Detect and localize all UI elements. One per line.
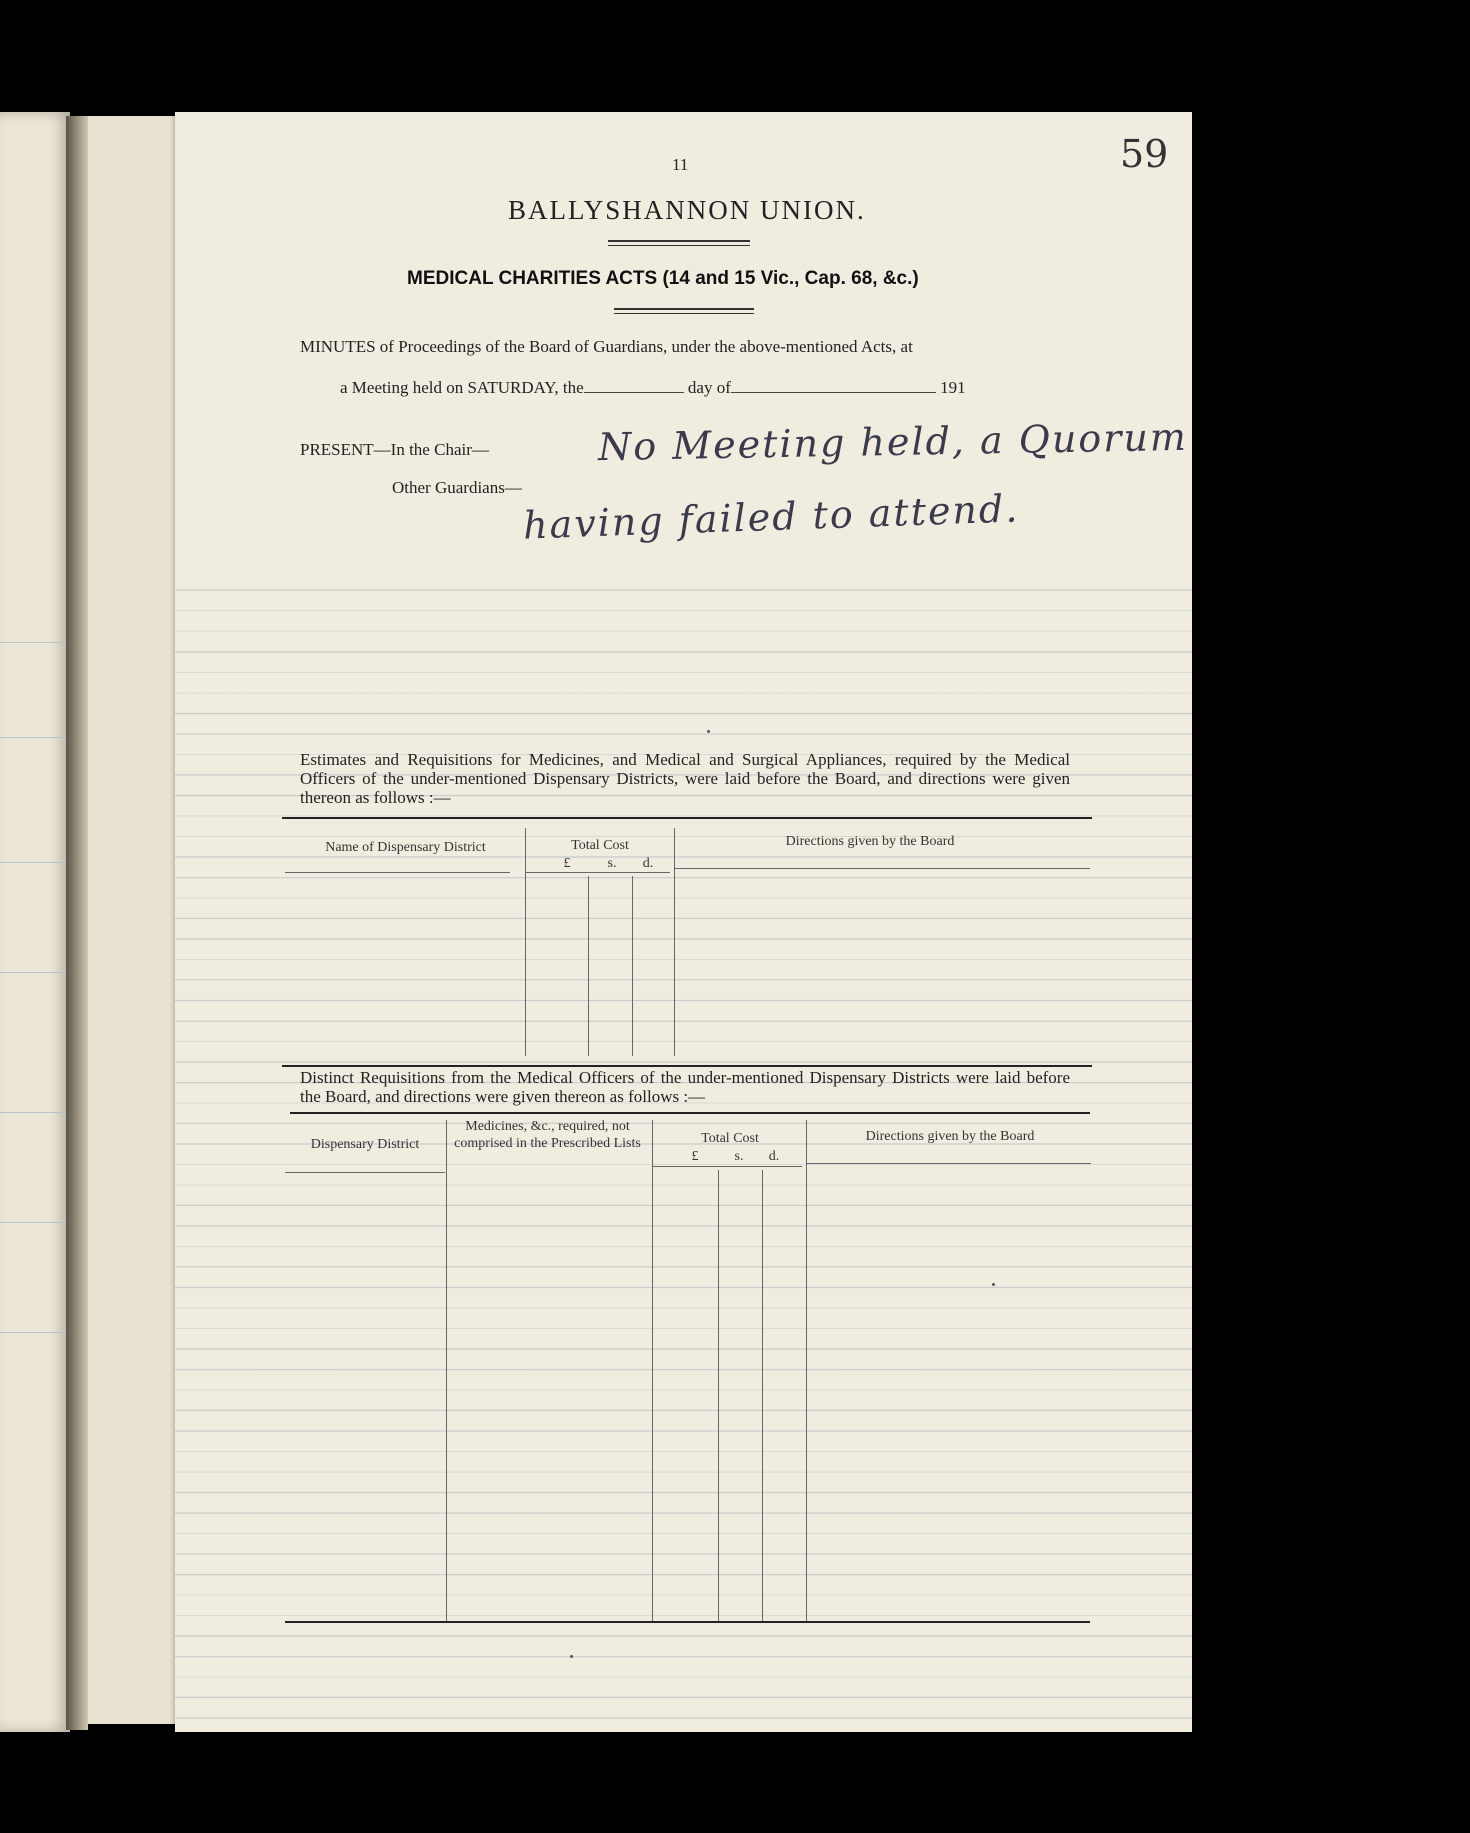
day-blank (584, 392, 684, 393)
union-title: BALLYSHANNON UNION. (508, 195, 866, 225)
acts-subtitle: MEDICAL CHARITIES ACTS (14 and 15 Vic., Cap. 68, &c.) (407, 268, 919, 289)
minutes-heading: MINUTES of Proceedings of the Board of Guardians, under the above-mentioned Acts, at (300, 337, 913, 356)
day-of-label: day of (687, 378, 731, 397)
meeting-prefix: a Meeting held on SATURDAY, the (340, 378, 584, 397)
col-total-cost-header: Total Cost (571, 838, 629, 853)
meeting-line (340, 378, 966, 398)
subtitle-rule (614, 308, 754, 310)
gutter-page-fold (88, 116, 183, 1724)
ink-speck (707, 730, 710, 733)
col2-pence: d. (768, 1149, 780, 1164)
col-pounds: £ (563, 856, 571, 871)
handwritten-page-number: 59 (1120, 132, 1169, 176)
handwritten-note-line1: No Meeting held, a Quorum (597, 414, 1189, 470)
title-rule-top (608, 240, 750, 242)
section2-top-rule (282, 1065, 1092, 1067)
ink-speck (992, 1283, 995, 1286)
col2-total-cost-header: Total Cost (701, 1131, 759, 1146)
section1-top-rule (282, 817, 1092, 819)
estimates-paragraph: Estimates and Requisitions for Medicines, and Medical and Surgical Appliances, required by the Medical Officers of the under-mentioned Dispensary Districts, were laid before the Board, and directions were given thereon as follows :— (300, 750, 1070, 807)
col2-pounds: £ (691, 1149, 699, 1164)
ink-speck (570, 1655, 573, 1658)
requisitions-paragraph: Distinct Requisitions from the Medical Officers of the under-mentioned Dispensary Districts were laid before the Board, and directions were given thereon as follows :— (300, 1068, 1070, 1106)
col2-district-header: Dispensary District (310, 1137, 420, 1152)
present-label: PRESENT—In the Chair— (300, 440, 489, 459)
col-district-header: Name of Dispensary District (325, 840, 486, 855)
handwritten-note-line2: having failed to attend. (522, 486, 1020, 548)
col2-directions-header: Directions given by the Board (865, 1129, 1035, 1144)
section2-bottom-rule (285, 1621, 1090, 1623)
col2-shillings: s. (734, 1149, 744, 1164)
col-directions-header: Directions given by the Board (785, 834, 955, 849)
month-blank (731, 392, 936, 393)
year-label: 191 (940, 378, 966, 397)
left-page-edge (0, 112, 70, 1732)
col-shillings: s. (607, 856, 617, 871)
printed-page-number: 11 (672, 155, 689, 174)
col2-medicines-header: Medicines, &c., required, not comprised in the Prescribed Lists (454, 1119, 641, 1151)
book-gutter (66, 116, 88, 1730)
col-pence: d. (642, 856, 654, 871)
other-guardians-label: Other Guardians— (392, 478, 522, 497)
